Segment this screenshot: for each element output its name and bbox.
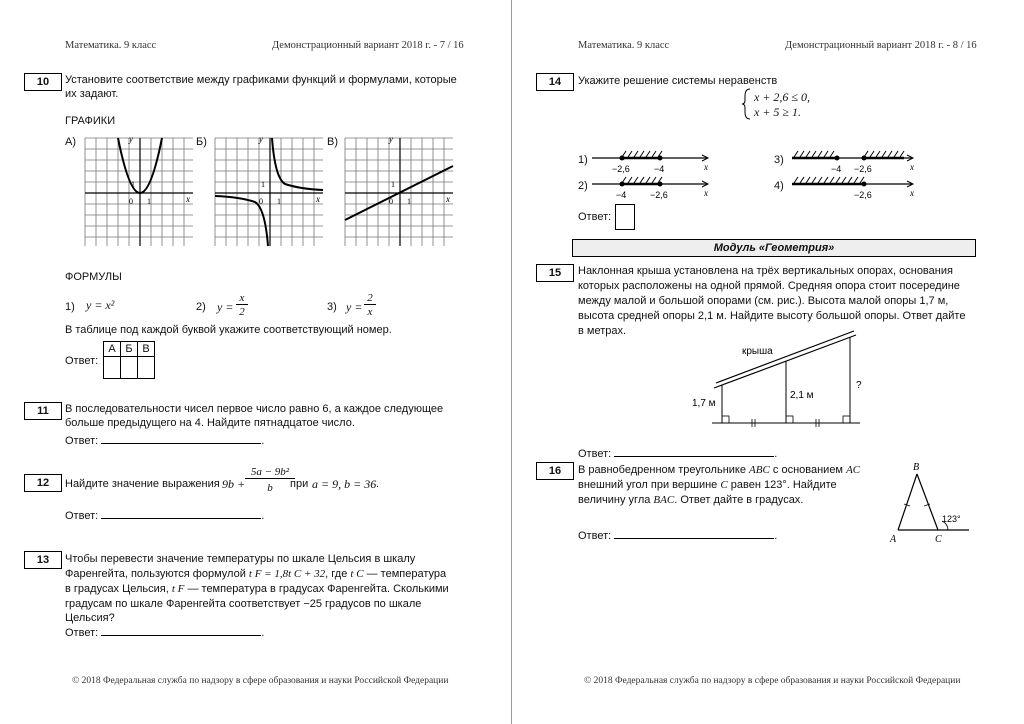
graph-b-zero: 0 [259,197,263,206]
roof-line-bottom [714,335,856,388]
q15-answer-label: Ответ: [578,448,615,460]
inequality-2: x + 5 ≥ 1. [754,105,802,119]
module-geometry-banner: Модуль «Геометрия» [572,239,976,257]
q12-text-at: при [290,478,309,490]
q12-answer [65,508,264,523]
triangle-diagram [884,460,984,545]
q15-line-1: Наклонная крыша установлена на трёх вертикальных опорах, основания [578,265,953,277]
q16-line-2 [578,478,837,492]
formula-2-denominator: 2 [239,306,245,318]
question-number-11: 11 [24,402,62,420]
roof-label: крыша [742,346,773,357]
graph-c-one-x: 1 [407,197,411,206]
opt3-axis: x [910,162,914,172]
graph-c [345,134,455,248]
opt3-val-b: −4 [831,164,842,174]
q12-expr-numerator: 5a − 9b² [245,466,295,479]
formula-3-label: 3) [327,301,337,313]
q15-line-4: высота средней опоры 2,1 м. Найдите высоту большой опоры. Ответ дайте [578,310,966,322]
q11-text: В последовательности чисел первое число равно 6, а каждое следующее больше предыдущего на 4. Найдите пятнадцатое число. [65,403,444,429]
opt2-val-b: −4 [616,190,627,200]
q12-answer-label: Ответ: [65,510,102,522]
roof-line-top [716,331,854,383]
opt1-val-a: −2,6 [612,164,630,174]
formulas-title: ФОРМУЛЫ [65,271,122,283]
question-number-14: 14 [536,73,574,91]
q10-instruction: В таблице под каждой буквой укажите соответствующий номер. [65,324,392,336]
q12-text-end: . [376,478,380,490]
q16-line-1 [578,463,860,477]
q10-answer-label: Ответ: [65,355,99,367]
graph-label-a: А) [65,136,76,148]
q13-line-2 [65,567,446,581]
opt2-val-a: −2,6 [650,190,668,200]
q15-answer [578,446,777,461]
q11-answer-line[interactable] [101,433,261,444]
question-number-10: 10 [24,73,62,91]
header-variant: Демонстрационный вариант 2018 г. - 8 / 16 [785,40,977,51]
graph-a-one-y: 1 [131,180,135,189]
opt4-axis: x [910,188,914,198]
graphs-title: ГРАФИКИ [65,115,116,127]
number-line-option-4[interactable] [792,174,917,202]
opt2-axis: x [704,188,708,198]
graph-a-x-label: x [186,194,190,204]
q13-tf: t F [171,583,185,595]
header-subject: Математика. 9 класс [578,40,670,51]
option-2-label: 2) [578,180,588,192]
vertex-c: C [935,534,942,545]
q16-line-2b: равен 123°. Найдите [730,479,837,491]
left-footer: © 2018 Федеральная служба по надзору в сфере образования и науки Российской Федерации [72,676,449,686]
inequality-1: x + 2,6 ≤ 0, [754,90,811,104]
exterior-angle: 123° [942,514,961,524]
vertex-a: A [890,534,897,545]
q13-line-2c: — температура [366,568,447,580]
q15-answer-line[interactable] [614,446,774,457]
q15-answer-end: . [774,448,778,460]
q16-line-2a: внешний угол при вершине [578,479,718,491]
q13-line-2a: Фаренгейта, пользуются формулой [65,568,246,580]
q16-answer-line[interactable] [614,528,774,539]
big-support-height: ? [856,380,862,391]
table-header-c: В [138,342,155,357]
graph-b-y-label: y [259,134,263,144]
number-line-option-3[interactable] [792,148,917,176]
q12-answer-end: . [261,510,265,522]
graph-c-x-label: x [446,194,450,204]
answer-cell-c[interactable] [138,357,155,379]
formula-3-lhs: y = [346,300,363,314]
q16-bac: BAC [653,494,675,506]
graph-label-b: Б) [196,136,207,148]
number-line-option-2[interactable] [592,174,712,202]
opt3-val-a: −2,6 [854,164,872,174]
q16-line-1b: с основанием [772,464,843,476]
q15-line-5: в метрах. [578,325,627,337]
q12-expr-denominator: b [267,482,273,494]
right-page [512,0,1024,724]
q14-answer-label: Ответ: [578,211,612,223]
option-1-label: 1) [578,154,588,166]
vertex-b: B [913,462,920,473]
q11-answer-label: Ответ: [65,435,102,447]
q12-expr-left: 9b + [222,477,246,491]
q10-text: Установите соответствие между графиками функций и формулами, которые их задают. [65,74,457,100]
graph-c-zero: 0 [389,197,393,206]
q16-ac: AC [846,464,861,476]
formula-2-lhs: y = [217,300,234,314]
q15-line-3: между малой и большой опорами (см. рис.). Высота малой опоры 1,7 м, [578,295,949,307]
q10-answer-table [103,341,155,379]
q16-abc: ABC [749,464,770,476]
q13-tc: t C [350,568,364,580]
q13-line-3b: — температура в градусах Фаренгейта. Сколькими [187,583,449,595]
opt4-val-a: −2,6 [854,190,872,200]
middle-support-height: 2,1 м [790,390,814,401]
q13-line-1: Чтобы перевести значение температуры по шкале Цельсия в шкалу [65,553,416,565]
q13-answer [65,625,264,640]
table-header-a: А [104,342,121,357]
formula-2-label: 2) [196,301,206,313]
formula-3-numerator: 2 [364,292,376,305]
graph-c-y-label: y [389,134,393,144]
q13-answer-label: Ответ: [65,627,102,639]
q16-answer-end: . [774,530,778,542]
formula-1: y = x² [86,298,115,312]
q13-line-2b: , где [325,568,348,580]
q16-answer [578,528,777,543]
graph-a-one-x: 1 [147,197,151,206]
q16-line-3 [578,493,803,507]
graph-b [215,134,325,248]
q16-answer-label: Ответ: [578,530,615,542]
header-subject: Математика. 9 класс [65,40,157,51]
option-3-label: 3) [774,154,784,166]
question-number-13: 13 [24,551,62,569]
q12-condition: a = 9, b = 36 [312,477,377,491]
opt1-val-b: −4 [654,164,665,174]
q13-line-4: градусам по шкале Фаренгейта соответствует −25 градусов по шкале Цельсия? [65,598,422,624]
header-variant: Демонстрационный вариант 2018 г. - 7 / 16 [272,40,464,51]
graph-a-y-label: y [129,134,133,144]
left-page [0,0,511,724]
answer-cell-b[interactable] [121,357,138,379]
q13-answer-end: . [261,627,265,639]
graph-label-c: В) [327,136,338,148]
roof-diagram [682,330,882,430]
q13-answer-line[interactable] [101,625,261,636]
graph-b-one-y: 1 [261,180,265,189]
q11-answer [65,433,264,448]
q16-line-3b: . Ответ дайте в градусах. [674,494,804,506]
q12-text-before: Найдите значение выражения [65,478,220,490]
graph-b-x-label: x [316,194,320,204]
formula-1-label: 1) [65,301,75,313]
q16-line-3a: величину угла [578,494,651,506]
question-number-12: 12 [24,474,62,492]
q14-text: Укажите решение системы неравенств [578,75,778,87]
q13-line-3a: в градусах Цельсия, [65,583,169,595]
opt1-axis: x [704,162,708,172]
formula-3-denominator: x [367,306,373,318]
q12-answer-line[interactable] [101,508,261,519]
q15-line-2: которых расположены на одной прямой. Средняя опора стоит посередине [578,280,960,292]
q16-c: C [720,479,728,491]
table-header-b: Б [121,342,138,357]
q14-answer-box[interactable] [615,204,635,230]
graph-c-one-y: 1 [391,180,395,189]
question-number-16: 16 [536,462,574,480]
number-line-option-1[interactable] [592,148,712,176]
q11-answer-end: . [261,435,265,447]
answer-cell-a[interactable] [104,357,121,379]
question-number-15: 15 [536,264,574,282]
right-footer: © 2018 Федеральная служба по надзору в сфере образования и науки Российской Федерации [584,676,961,686]
formula-2-numerator: x [236,292,248,305]
system-brace [742,88,752,120]
graph-a [85,134,195,248]
small-support-height: 1,7 м [692,398,716,409]
option-4-label: 4) [774,180,784,192]
q13-formula: t F = 1,8t C + 32 [248,568,326,580]
q16-line-1a: В равнобедренном треугольнике [578,464,746,476]
q13-line-3 [65,582,449,596]
graph-a-zero: 0 [129,197,133,206]
graph-b-one-x: 1 [277,197,281,206]
